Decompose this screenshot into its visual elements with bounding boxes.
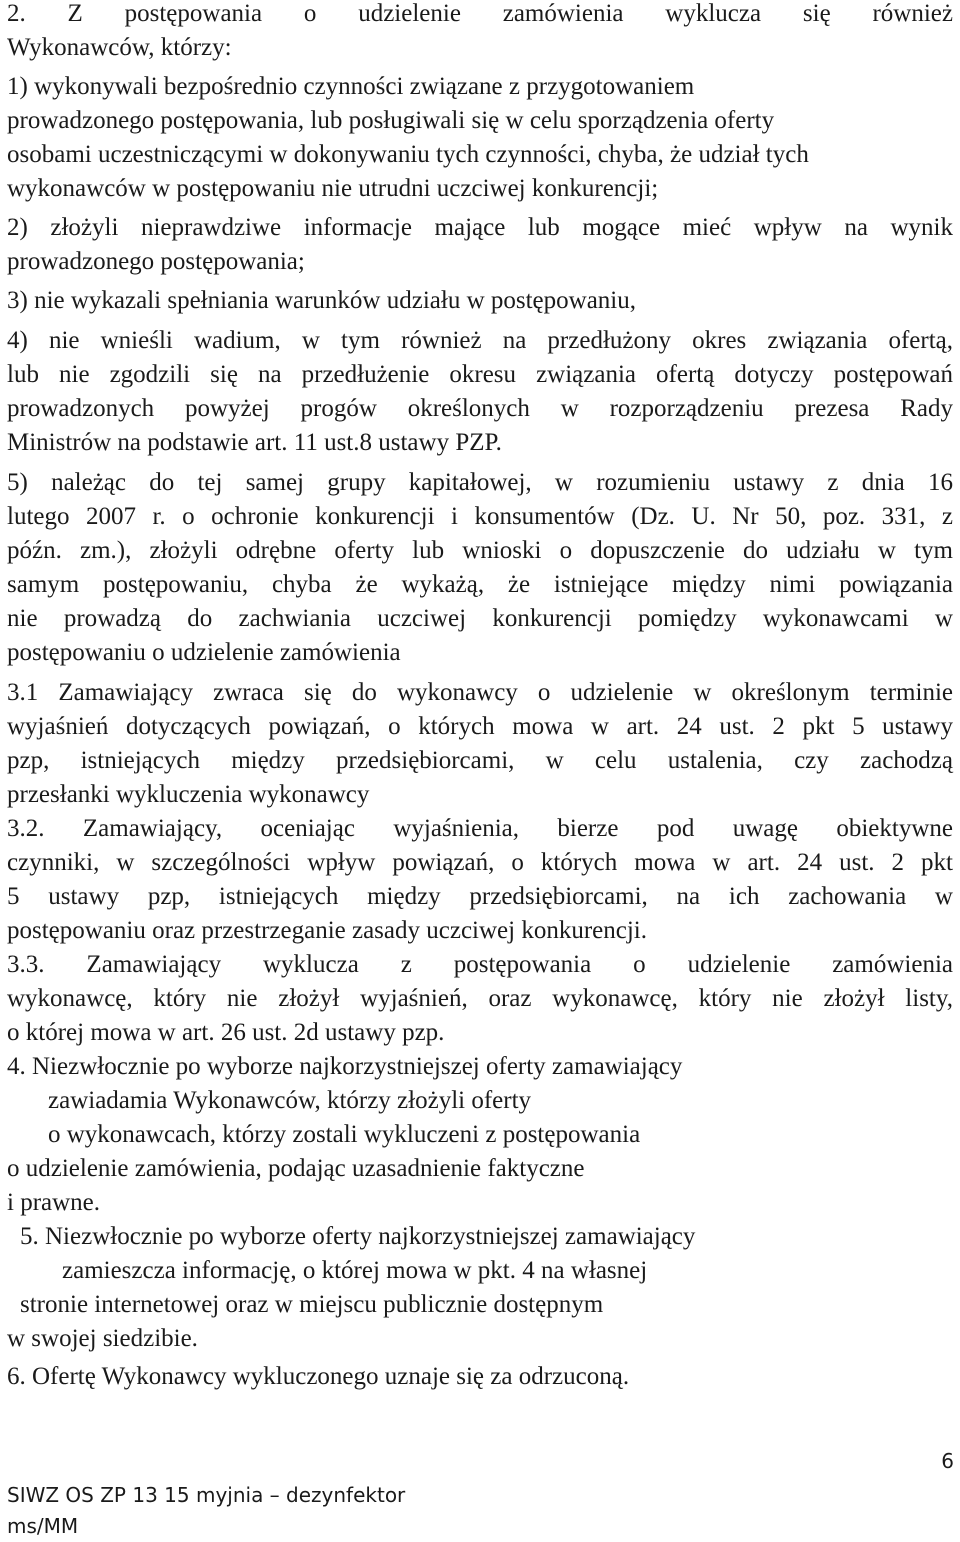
text-line: o której mowa w art. 26 ust. 2d ustawy pzp.: [7, 1019, 445, 1046]
text-line: 5 ustawy pzp, istniejących między przedsiębiorcami, na ich zachowania w: [7, 883, 953, 910]
text-line: przesłanki wykluczenia wykonawcy: [7, 781, 370, 808]
text-line: 1) wykonywali bezpośrednio czynności związane z przygotowaniem: [7, 73, 695, 100]
text-line: wyjaśnień dotyczących powiązań, o których mowa w art. 24 ust. 2 pkt 5 ustawy: [7, 713, 953, 740]
text-line: prowadzonego postępowania, lub posługiwali się w celu sporządzenia oferty: [7, 107, 775, 134]
text-line: i prawne.: [7, 1189, 101, 1216]
text-line: 6. Ofertę Wykonawcy wykluczonego uznaje się za odrzuconą.: [7, 1363, 630, 1390]
text-line: 3.1 Zamawiający zwraca się do wykonawcy o udzielenie w określonym terminie: [7, 679, 953, 706]
text-line: prowadzonego postępowania;: [7, 248, 305, 275]
text-line: 4) nie wnieśli wadium, w tym również na przedłużony okres związania ofertą,: [7, 327, 953, 354]
text-line: późn. zm.), złożyli odrębne oferty lub wnioski o dopuszczenie do udziału w tym: [7, 537, 953, 564]
text-line: 3.3. Zamawiający wyklucza z postępowania o udzielenie zamówienia: [7, 951, 953, 978]
text-line: wykonawcę, który nie złożył wyjaśnień, oraz wykonawcę, który nie złożył listy,: [7, 985, 953, 1012]
text-line: 5. Niezwłocznie po wyborze oferty najkorzystniejszej zamawiający: [20, 1223, 696, 1250]
text-line: czynniki, w szczególności wpływ powiązań, o których mowa w art. 24 ust. 2 pkt: [7, 849, 953, 876]
text-line: 2) złożyli nieprawdziwe informacje mające lub mogące mieć wpływ na wynik: [7, 214, 953, 241]
footer-reference: SIWZ OS ZP 13 15 myjnia – dezynfektor: [7, 1483, 406, 1507]
text-line: Ministrów na podstawie art. 11 ust.8 ustawy PZP.: [7, 429, 502, 456]
text-line: prowadzonych powyżej progów określonych w rozporządzeniu prezesa Rady: [7, 395, 953, 422]
text-line: wykonawców w postępowaniu nie utrudni uczciwej konkurencji;: [7, 175, 659, 202]
text-line: Wykonawców, którzy:: [7, 34, 232, 61]
text-line: zawiadamia Wykonawców, którzy złożyli oferty: [48, 1087, 532, 1114]
text-line: nie prowadzą do zachwiania uczciwej konkurencji pomiędzy wykonawcami w: [7, 605, 953, 632]
text-line: o wykonawcach, którzy zostali wykluczeni z postępowania: [48, 1121, 641, 1148]
text-line: lub nie zgodzili się na przedłużenie okresu związania ofertą dotyczy postępowań: [7, 361, 953, 388]
text-line: 2. Z postępowania o udzielenie zamówienia wyklucza się również: [7, 0, 953, 27]
text-line: 3.2. Zamawiający, oceniając wyjaśnienia, bierze pod uwagę obiektywne: [7, 815, 953, 842]
text-line: 4. Niezwłocznie po wyborze najkorzystniejszej oferty zamawiający: [7, 1053, 683, 1080]
text-line: lutego 2007 r. o ochronie konkurencji i konsumentów (Dz. U. Nr 50, poz. 331, z: [7, 503, 953, 530]
text-line: samym postępowaniu, chyba że wykażą, że istniejące między nimi powiązania: [7, 571, 953, 598]
text-line: pzp, istniejących między przedsiębiorcami, w celu ustalenia, czy zachodzą: [7, 747, 953, 774]
text-line: zamieszcza informację, o której mowa w pkt. 4 na własnej: [62, 1257, 648, 1284]
text-line: w swojej siedzibie.: [7, 1325, 198, 1352]
page-number: 6: [941, 1449, 954, 1473]
text-line: 5) należąc do tej samej grupy kapitałowej, w rozumieniu ustawy z dnia 16: [7, 469, 953, 496]
page-footer: [7, 1480, 405, 1542]
text-line: osobami uczestniczącymi w dokonywaniu tych czynności, chyba, że udział tych: [7, 141, 809, 168]
text-line: postępowaniu oraz przestrzeganie zasady uczciwej konkurencji.: [7, 917, 647, 944]
footer-initials: ms/MM: [7, 1514, 79, 1538]
text-line: 3) nie wykazali spełniania warunków udziału w postępowaniu,: [7, 287, 636, 314]
text-line: stronie internetowej oraz w miejscu publicznie dostępnym: [20, 1291, 604, 1318]
text-line: postępowaniu o udzielenie zamówienia: [7, 639, 401, 666]
text-line: o udzielenie zamówienia, podając uzasadnienie faktyczne: [7, 1155, 585, 1182]
